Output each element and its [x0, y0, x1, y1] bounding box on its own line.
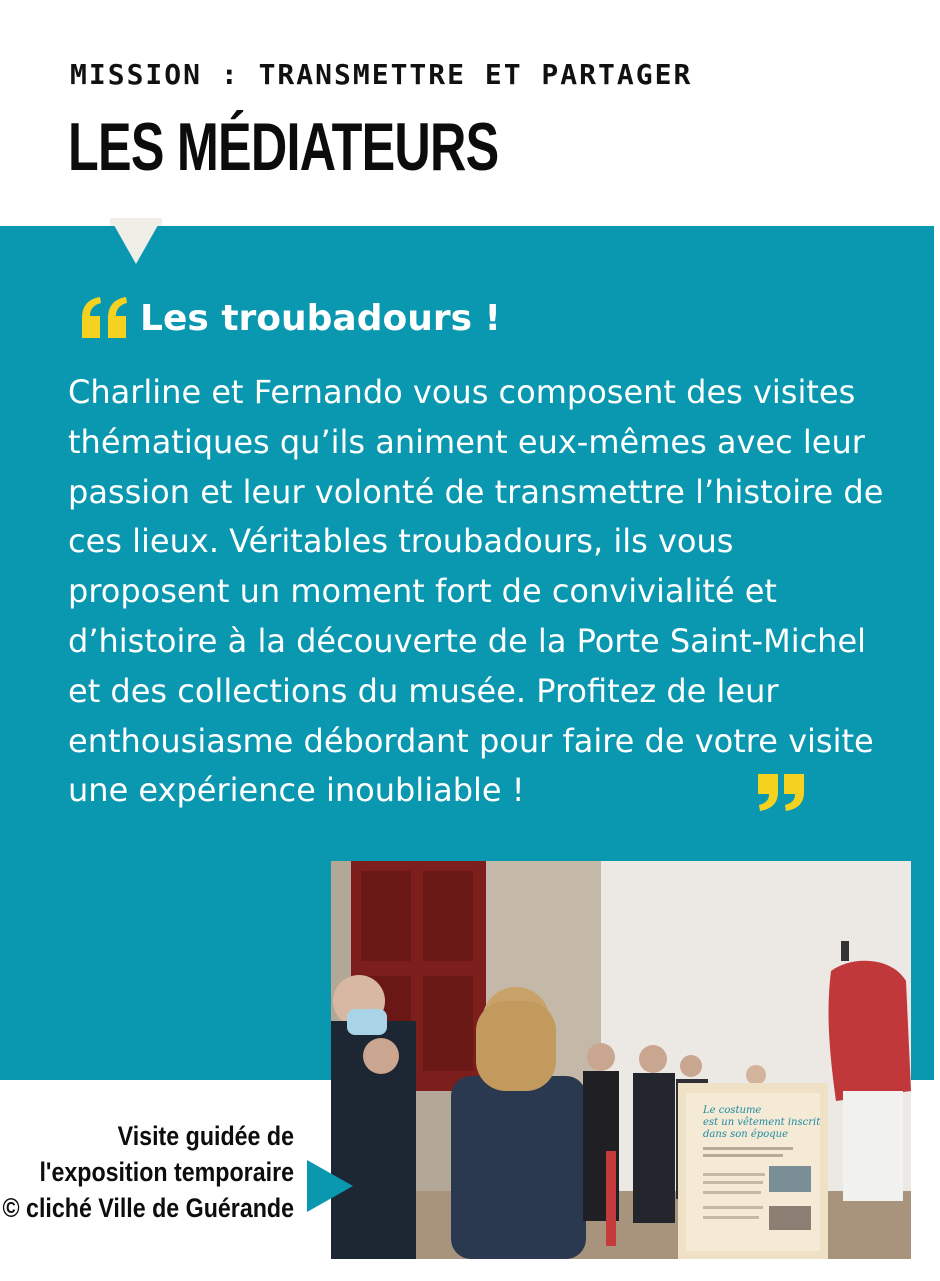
photo-caption: [2, 1118, 294, 1226]
panel-pointer-icon: [110, 218, 162, 264]
photo-illustration: [331, 861, 911, 1259]
panel-title-3: dans son époque: [703, 1129, 788, 1140]
caption-arrow-icon: [307, 1160, 353, 1212]
page-title: LES MÉDIATEURS: [68, 109, 499, 185]
guided-visit-photo: [331, 861, 911, 1259]
caption-line-1: Visite guidée de: [117, 1121, 294, 1151]
mission-kicker: MISSION : TRANSMETTRE ET PARTAGER: [70, 58, 693, 91]
caption-line-2: l'exposition temporaire: [39, 1157, 295, 1187]
quote-heading: Les troubadours !: [140, 298, 501, 339]
panel-title-2: est un vêtement inscrit: [703, 1117, 821, 1128]
panel-title-1: Le costume: [703, 1105, 762, 1116]
open-quote-icon: [78, 294, 130, 340]
close-quote-icon: [756, 772, 808, 812]
caption-line-3: © cliché Ville de Guérande: [2, 1193, 294, 1223]
quote-body: Charline et Fernando vous composent des visites thématiques qu’ils animent eux-mêmes avec leur passion et leur volonté de transmettre l’histoire de ces lieux. Véritables troubadours, ils vous proposent un moment fort de convivialité et d’histoire à la découverte de la Porte Saint-Michel et des collections du musée. Profitez de leur enthousiasme débordant pour faire de votre visite une expérience inoubliable !: [68, 373, 884, 810]
